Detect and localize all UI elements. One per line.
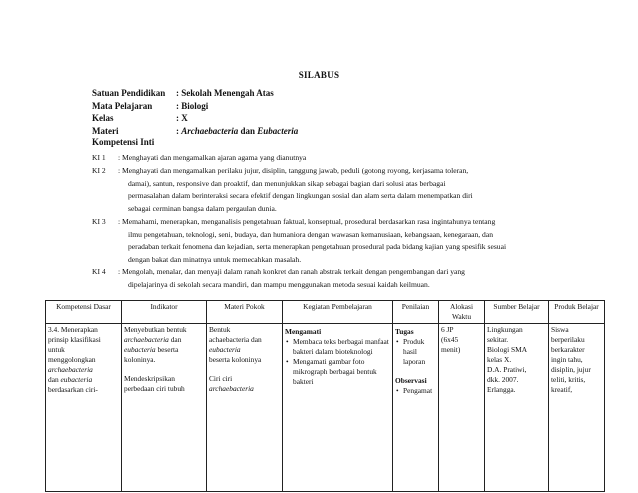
cell-line: achaebacteria dan — [209, 335, 262, 344]
meta-label: Kelas — [92, 113, 114, 123]
meta-value-prefix: : — [176, 125, 182, 136]
meta-value-italic2: Eubacteria — [257, 125, 299, 136]
cell-kegiatan — [283, 324, 393, 492]
cell-text-italic: eubacteria — [124, 345, 156, 354]
cell-line: Biologi SMA — [487, 345, 528, 354]
cell-line — [124, 335, 204, 345]
cell-line: Erlangga. — [487, 385, 516, 394]
ki-line: ilmu pengetahuan, teknologi, seni, budaya, dan humaniora dengan wawasan kemanusiaan, kebangsaan, kenegaraan, dan — [128, 229, 494, 239]
header-alokasi: Alokasi Waktu — [439, 301, 485, 324]
ki-text — [118, 266, 546, 291]
meta-value-italic: Archaebacteria — [181, 125, 239, 136]
meta-value — [176, 126, 298, 136]
table-row — [46, 324, 605, 492]
cell-text-italic: eubacteria — [60, 375, 93, 384]
ki-line: peradaban terkait fenomena dan kejadian, serta menerapkan pengetahuan prosedural pada bidang kajian yang spesifik sesuai — [128, 242, 507, 251]
ki-code: KI 2 — [92, 166, 106, 175]
cell-line: ingin tahu, — [551, 355, 583, 364]
cell-line: archaebacteria — [48, 365, 93, 374]
meta-row-class — [92, 112, 298, 125]
cell-line: menit) — [441, 345, 461, 354]
header-materi: Materi Pokok — [207, 301, 283, 324]
ki-line: : Mengolah, menalar, dan menyaji dalam ranah konkret dan ranah abstrak terkait dengan pengembangan dari yang — [118, 267, 465, 276]
ki-code: KI 3 — [92, 217, 106, 226]
cell-line: Mendeskripsikan — [124, 374, 175, 383]
cell-line: Siswa — [551, 325, 569, 334]
cell-line: perbedaan ciri tubuh — [124, 384, 185, 393]
cell-text: dan — [168, 335, 182, 344]
cell-line: berdasarkan ciri- — [48, 385, 98, 394]
meta-value: : X — [176, 113, 188, 123]
list-item: • Produk hasil laporan — [403, 337, 436, 367]
cell-alokasi — [439, 324, 485, 492]
meta-label: Satuan Pendidikan — [92, 88, 166, 98]
cell-text: dan — [48, 375, 61, 384]
cell-materi — [207, 324, 283, 492]
cell-line: menggolongkan — [48, 355, 96, 364]
ki-line: permasalahan dalam berinteraksi secara efektif dengan lingkungan sosial dan alam serta dalam menempatkan diri — [128, 191, 473, 200]
header-indikator: Indikator — [122, 301, 207, 324]
ki-text — [118, 152, 546, 165]
cell-line: berperilaku — [551, 335, 585, 344]
cell-heading: Mengamati — [285, 327, 322, 336]
cell-line: 3.4. Menerapkan — [48, 325, 98, 334]
cell-text-italic: archaebacteria — [124, 335, 169, 344]
list-item: • Mengamati gambar foto mikrograph berbagai bentuk bakteri — [293, 357, 390, 387]
meta-row-subject — [92, 100, 298, 113]
header-penilaian: Penilaian — [393, 301, 439, 324]
cell-line: Bentuk — [209, 325, 231, 334]
header-produk: Produk Belajar — [549, 301, 605, 324]
cell-line: archaebacteria — [209, 384, 254, 393]
core-competency-heading: Kompetensi Inti — [92, 137, 155, 147]
ki-line: sebagai cerminan bangsa dalam pergaulan dunia. — [128, 203, 277, 213]
ki-line: damai), santun, responsive dan proaktif, dan menunjukkan sikap sebagai bagian dari solusi atas berbagai — [128, 178, 446, 188]
cell-text: beserta — [155, 345, 179, 354]
cell-produk — [549, 324, 605, 492]
cell-line: Lingkungan — [487, 325, 523, 334]
header-kegiatan: Kegiatan Pembelajaran — [283, 301, 393, 324]
list-item: • Membaca teks berbagai manfaat bakteri dalam bioteknologi — [293, 337, 390, 357]
meta-label: Mata Pelajaran — [92, 100, 153, 111]
cell-line: sekitar. — [487, 335, 509, 344]
ki-text — [118, 216, 546, 266]
cell-line: kreatif, — [551, 385, 573, 394]
cell-line — [124, 345, 204, 355]
header-sumber: Sumber Belajar — [485, 301, 549, 324]
cell-line: beserta koloninya — [209, 355, 262, 364]
cell-penilaian — [393, 324, 439, 492]
document-title: SILABUS — [298, 70, 340, 80]
meta-value-mid: dan — [238, 125, 258, 136]
cell-line — [48, 375, 119, 385]
ki-code: KI 4 — [92, 267, 106, 276]
cell-line: teliti, kritis, — [551, 375, 586, 384]
cell-heading: Observasi — [395, 376, 427, 385]
cell-line: kelas X. — [487, 355, 512, 364]
table-header-row — [46, 301, 605, 324]
ki-line: dipelajarinya di sekolah secara mandiri, dan mampu menggunakan metoda sesuai kaidah keilmuan. — [128, 279, 430, 289]
activity-list — [285, 337, 390, 387]
ki-text — [118, 165, 546, 215]
ki-line: : Menghayati dan mengamalkan perilaku jujur, disiplin, tanggung jawab, peduli (gotong royong, kerjasama toleran, — [118, 166, 469, 175]
meta-row-material — [92, 125, 298, 138]
assessment-list — [395, 337, 436, 367]
meta-value: : Biologi — [176, 100, 209, 111]
identity-block — [92, 87, 298, 137]
meta-value: : Sekolah Menengah Atas — [176, 88, 274, 98]
list-item: • Pengamat — [403, 386, 436, 396]
cell-line: (6x45 — [441, 335, 459, 344]
assessment-list — [395, 386, 436, 396]
cell-line: 6 JP — [441, 325, 454, 334]
cell-line: D.A. Pratiwi, — [487, 365, 527, 374]
cell-line: disiplin, jujur — [551, 365, 591, 374]
cell-line: berkarakter — [551, 345, 585, 354]
cell-line: koloninya. — [124, 355, 156, 364]
cell-line: eubacteria — [209, 345, 241, 354]
ki-line: : Menghayati dan mengamalkan ajaran agama yang dianutnya — [118, 153, 307, 162]
ki-line: : Memahami, menerapkan, menganalisis pengetahuan faktual, konseptual, prosedural berdasarkan rasa ingintahunya tentang — [118, 217, 496, 226]
cell-sumber — [485, 324, 549, 492]
ki-code: KI 1 — [92, 153, 106, 162]
cell-heading: Tugas — [395, 327, 414, 336]
cell-kd — [46, 324, 122, 492]
meta-row-school — [92, 87, 298, 100]
cell-line: Menyebutkan bentuk — [124, 325, 187, 334]
cell-line: prinsip klasifikasi — [48, 335, 101, 344]
header-kd: Kompetensi Dasar — [46, 301, 122, 324]
cell-line: Ciri ciri — [209, 374, 233, 383]
cell-line: dkk. 2007. — [487, 375, 519, 384]
cell-indikator — [122, 324, 207, 492]
cell-line: untuk — [48, 345, 65, 354]
syllabus-table — [45, 300, 605, 492]
meta-label: Materi — [92, 125, 119, 136]
ki-line: dengan bakat dan minatnya untuk memecahkan masalah. — [128, 254, 302, 264]
